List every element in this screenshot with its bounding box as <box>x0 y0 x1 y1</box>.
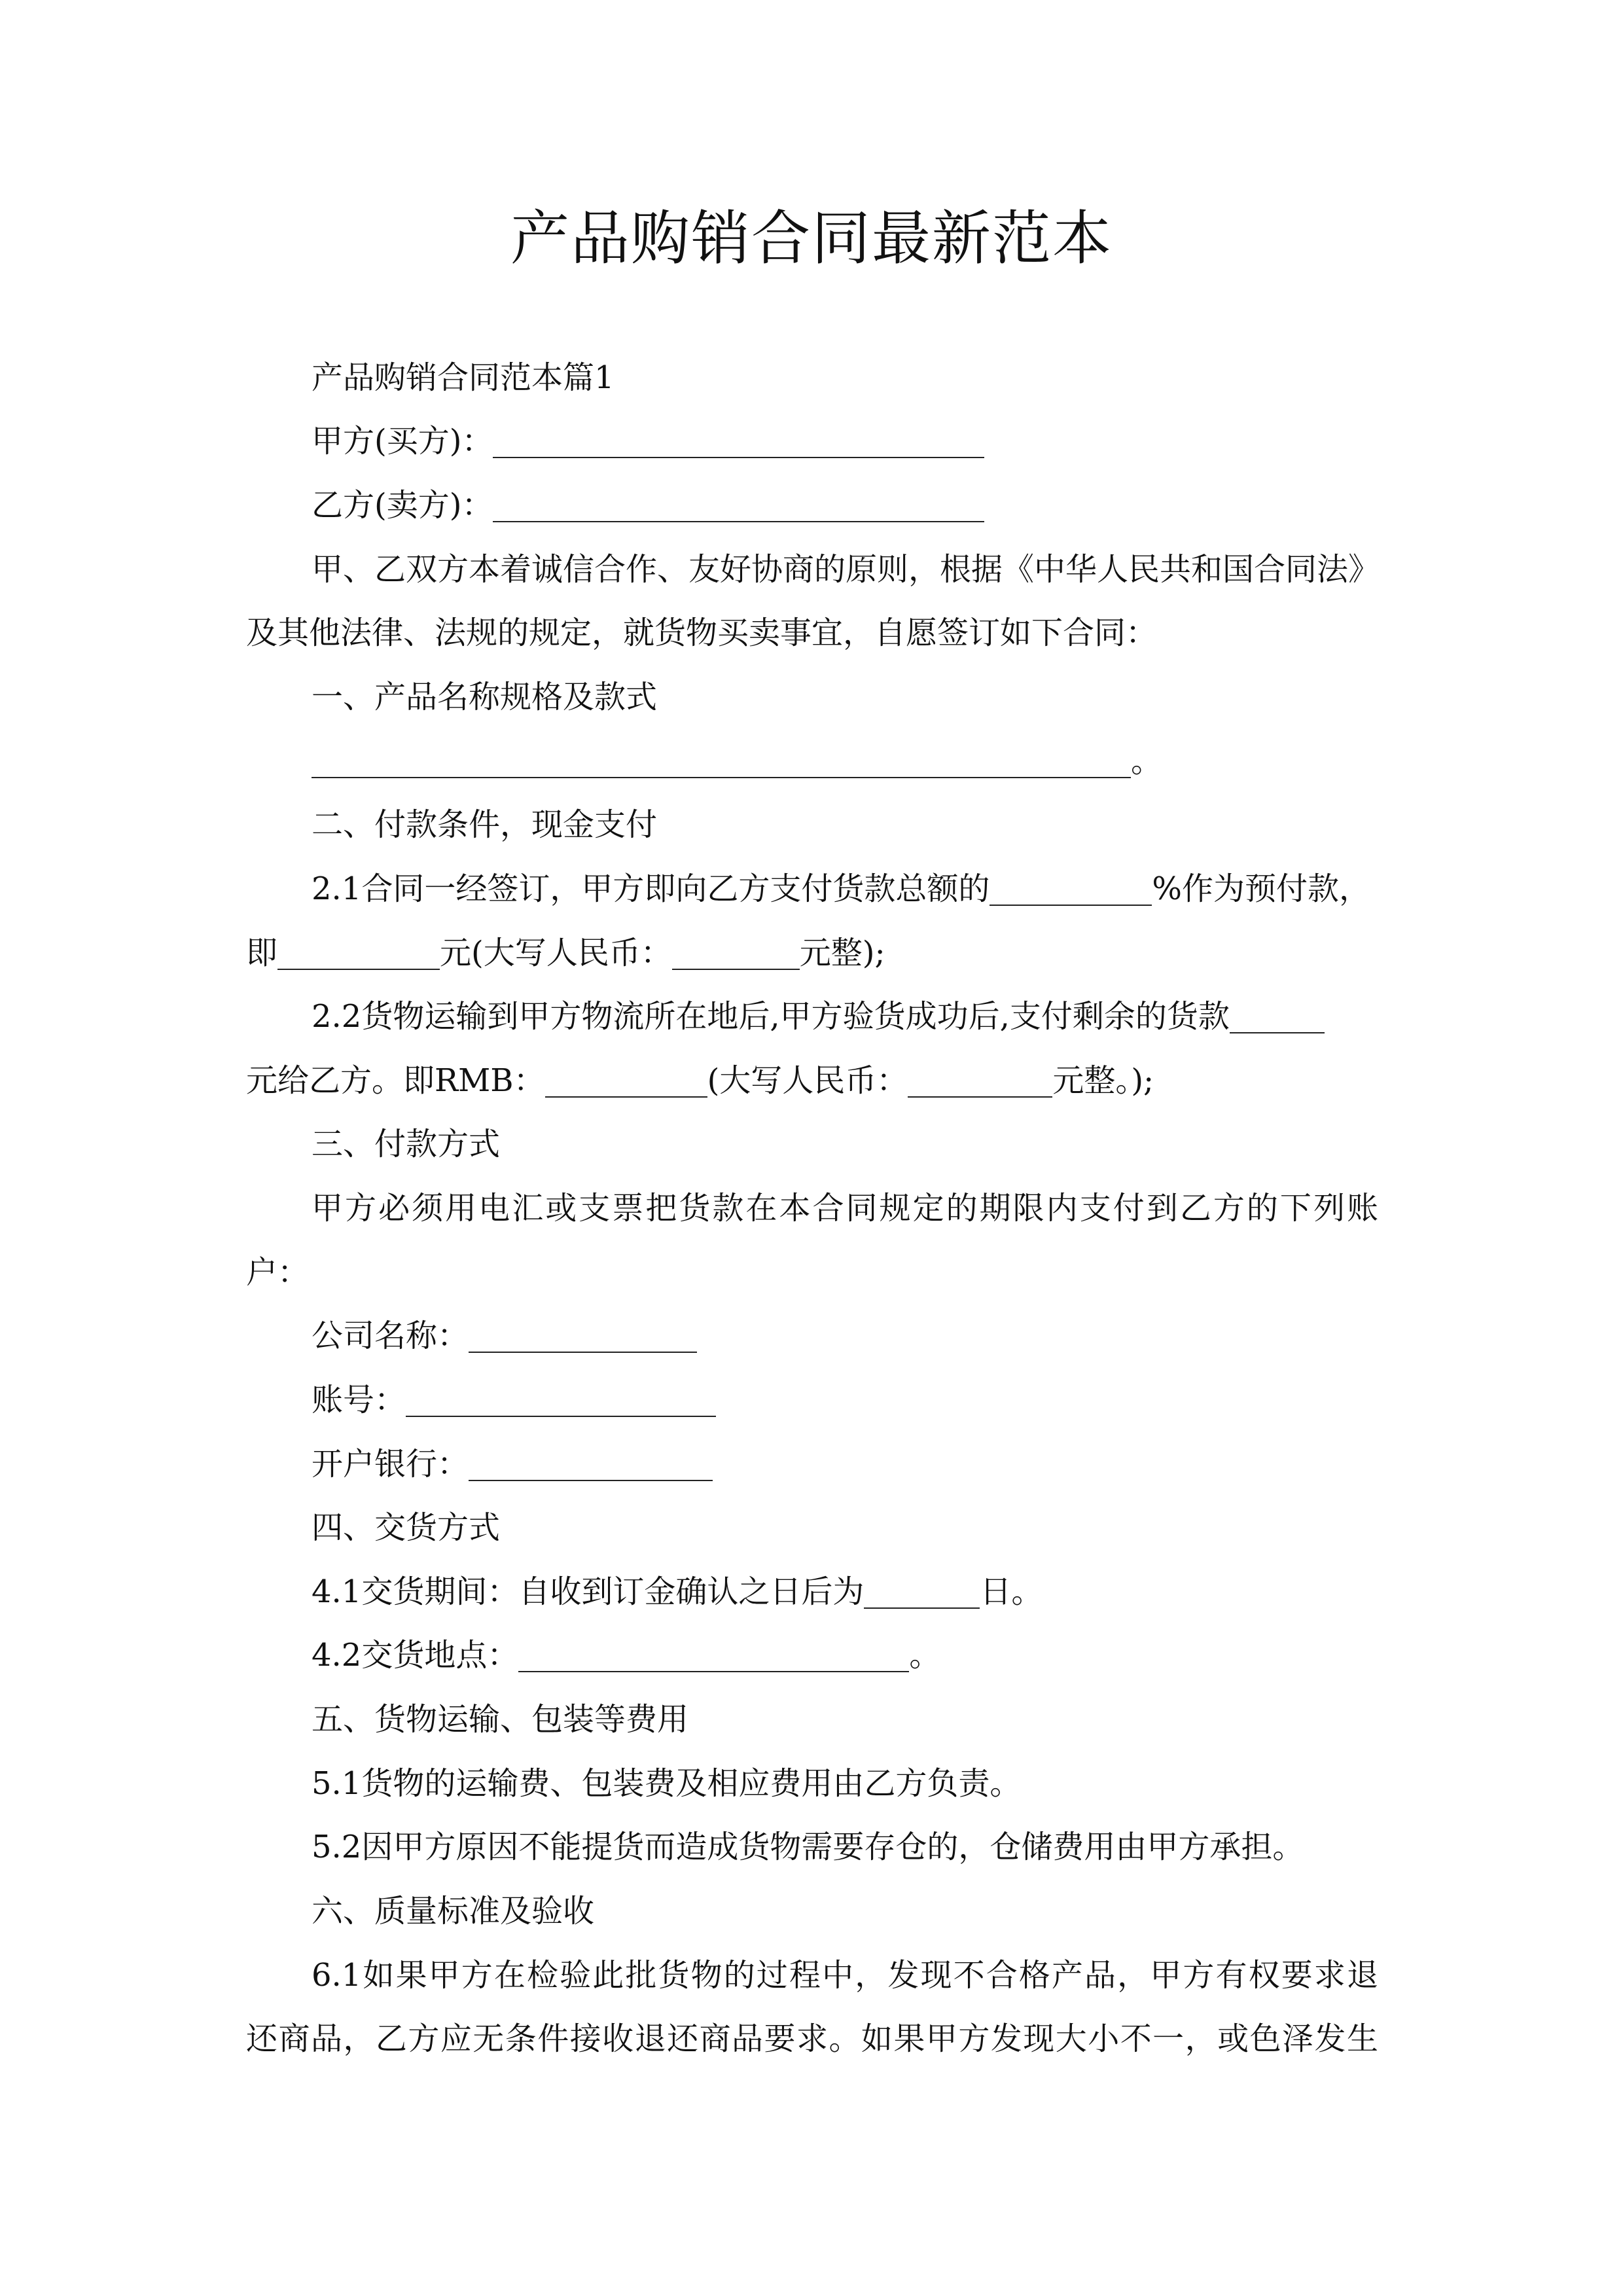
clause-heading: 四、交货方式 <box>312 1509 501 1546</box>
party-b-line <box>312 486 1378 525</box>
clause-line <box>312 997 1378 1036</box>
clause-line <box>246 1061 1378 1100</box>
amount-words-blank[interactable] <box>672 935 800 970</box>
party-b-blank[interactable] <box>493 487 984 522</box>
clause-line: 5.2因甲方原因不能提货而造成货物需要存仓的，仓储费用由甲方承担。 <box>312 1829 1304 1865</box>
clause-line <box>312 1572 1378 1611</box>
clause-line <box>312 1636 1378 1675</box>
paragraph-line: 甲方必须用电汇或支票把货款在本合同规定的期限内支付到乙方的下列账 <box>312 1190 1378 1227</box>
period: 。 <box>1131 743 1163 780</box>
paragraph-line: 甲、乙双方本着诚信合作、友好协商的原则，根据《中华人民共和国合同法》 <box>312 551 1380 588</box>
clause-text: 。 <box>909 1637 941 1674</box>
paragraph-line: 及其他法律、法规的规定，就货物买卖事宜，自愿签订如下合同： <box>246 615 1158 651</box>
delivery-place-blank[interactable] <box>518 1637 909 1672</box>
amount-blank[interactable] <box>277 935 440 970</box>
party-a-label: 甲方(买方)： <box>312 423 493 459</box>
clause-heading: 一、产品名称规格及款式 <box>312 679 658 715</box>
company-blank[interactable] <box>469 1318 697 1353</box>
clause-text: 元整。); <box>1052 1062 1154 1099</box>
clause-text: 日。 <box>980 1573 1043 1610</box>
clause-heading: 三、付款方式 <box>312 1126 501 1162</box>
paragraph-line: 6.1如果甲方在检验此批货物的过程中，发现不合格产品，甲方有权要求退 <box>312 1957 1378 1994</box>
party-b-label: 乙方(卖方)： <box>312 487 493 524</box>
party-a-line <box>312 422 1378 461</box>
product-blank[interactable] <box>312 743 1131 778</box>
party-a-blank[interactable] <box>493 423 984 458</box>
rmb-blank[interactable] <box>545 1062 707 1098</box>
clause-text: 即 <box>246 935 278 971</box>
clause-heading: 五、货物运输、包装等费用 <box>312 1701 689 1738</box>
company-label: 公司名称： <box>312 1318 469 1354</box>
clause-text: 元(大写人民币： <box>440 935 672 971</box>
bank-label: 开户银行： <box>312 1446 469 1482</box>
product-line <box>312 742 1378 781</box>
account-label: 账号： <box>312 1382 406 1418</box>
document-title: 产品购销合同最新范本 <box>510 204 1113 273</box>
remaining-blank[interactable] <box>1230 998 1325 1033</box>
bank-blank[interactable] <box>469 1446 713 1481</box>
delivery-days-blank[interactable] <box>864 1573 980 1609</box>
section-heading: 产品购销合同范本篇1 <box>312 359 615 396</box>
bank-line <box>312 1444 1378 1484</box>
clause-text: 元整); <box>799 935 885 971</box>
paragraph-line: 户： <box>246 1254 310 1291</box>
account-line <box>312 1380 1378 1420</box>
clause-text: %作为预付款， <box>1152 870 1370 907</box>
clause-text: 4.1交货期间：自收到订金确认之日后为 <box>312 1573 865 1610</box>
percent-blank[interactable] <box>990 870 1152 906</box>
company-line <box>312 1316 1378 1355</box>
clause-line <box>312 869 1378 908</box>
clause-text: 2.2货物运输到甲方物流所在地后,甲方验货成功后,支付剩余的货款 <box>312 998 1230 1035</box>
clause-line: 5.1货物的运输费、包装费及相应费用由乙方负责。 <box>312 1765 1022 1802</box>
clause-line <box>246 933 1378 973</box>
clause-text: (大写人民币： <box>707 1062 908 1099</box>
clause-heading: 二、付款条件，现金支付 <box>312 806 658 843</box>
clause-text: 4.2交货地点： <box>312 1637 519 1674</box>
paragraph-line: 还商品，乙方应无条件接收退还商品要求。如果甲方发现大小不一，或色泽发生 <box>246 2020 1378 2057</box>
clause-text: 元给乙方。即RMB： <box>246 1062 545 1099</box>
rmb-words-blank[interactable] <box>908 1062 1052 1098</box>
clause-text: 2.1合同一经签订，甲方即向乙方支付货款总额的 <box>312 870 990 907</box>
clause-heading: 六、质量标准及验收 <box>312 1893 595 1929</box>
account-blank[interactable] <box>406 1382 716 1417</box>
